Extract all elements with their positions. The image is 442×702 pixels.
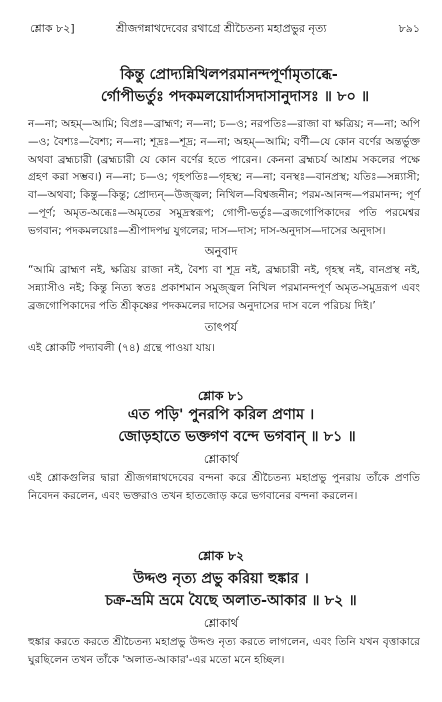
purport-paragraph: এই শ্লোকটি পদ্যাবলী (৭৪) গ্রন্থে পাওয়া যায়। — [28, 342, 216, 354]
verse-82-line-2: চক্র-ভ্রমি ভ্রমে যৈছে অলাত-আকার ॥ ৮২ ॥ — [105, 593, 357, 609]
verse-81-line-1: এত পড়ি' পুনরপি করিল প্রণাম । — [127, 407, 315, 423]
header-chapter-title: শ্রীজগন্নাথদেবের রথাগ্রে শ্রীচৈতন্য মহাপ্রভুর নৃত্য — [116, 22, 327, 35]
verse-82-number: শ্লোক ৮২ — [197, 548, 245, 563]
running-header — [30, 20, 420, 36]
translation-heading: অনুবাদ — [204, 244, 238, 258]
verse-81-meaning-heading: শ্লোকার্থ — [203, 452, 239, 466]
synonyms-paragraph: ন—না; অহম্—আমি; বিপ্রঃ—ব্রাহ্মণ; ন—না; চ—ও; নরপতিঃ—রাজা বা ক্ষত্রিয়; ন—না; অপি—ও; বৈশ্যঃ—বৈশ্য; ন—না; শূদ্রঃ—শূদ্র; ন—না; অহম্—আমি; বর্ণী—যে কোন বর্ণের অন্তর্ভুক্ত অথবা ব্রহ্মচারী (ব্রহ্মচারী যে কোন বর্ণের হতে পারেন। কেননা ব্রহ্মচর্য আশ্রম সকলের পক্ষে গ্রহণ করা সম্ভব।) ন—না; চ—ও; গৃহপতিঃ—গৃহস্থ; ন—না; বনস্থঃ—বানপ্রস্থ; যতিঃ—সন্ন্যাসী; বা—অথবা; কিন্তু—কিন্তু; প্রোদ্যন্—উজ্জ্বল; নিখিল—বিশ্বজনীন; পরম-আনন্দ—পরমানন্দ; পূর্ণ—পূর্ণ; অমৃত-অব্ধেঃ—অমৃতের সমুদ্রস্বরূপ; গোপী-ভর্তুঃ—ব্রজগোপিকাদের পতি পরমেশ্বর ভগবান; পদকমলয়োঃ—শ্রীপাদপদ্ম যুগলের; দাস—দাস; দাস-অনুদাস—দাসের অনুদাস। — [28, 118, 420, 237]
verse-82-meaning-heading: শ্লোকার্থ — [203, 616, 239, 630]
verse-82-line-1: উদ্দণ্ড নৃত্য প্রভু করিয়া হুঙ্কার । — [133, 571, 309, 587]
verse-80-line-2: র্গোপীভর্তুঃ পদকমলয়োর্দাসদাসানুদাসঃ ॥ ৮০ ॥ — [100, 89, 370, 105]
header-verse-ref: শ্লোক ৮২] — [30, 22, 75, 35]
purport-heading: তাৎপর্য — [204, 320, 238, 334]
verse-80-line-1: কিন্তু প্রোদ্যন্নিখিলপরমানন্দপূর্ণামৃতাব্ধে- — [120, 67, 338, 83]
verse-81-number: শ্লোক ৮১ — [197, 388, 245, 403]
translation-paragraph: “আমি ব্রাহ্মণ নই, ক্ষত্রিয় রাজা নই, বৈশ্য বা শূদ্র নই, ব্রহ্মচারী নই, গৃহস্থ নই, বানপ্রস্থ নই, সন্ন্যাসীও নই; কিন্তু নিত্য স্বতঃ প্রকাশমান সমুজ্জ্বল নিখিল পরমানন্দপূর্ণ অমৃত-সমুদ্ররূপ এবং ব্রজগোপিকাদের পতি শ্রীকৃষ্ণের পদকমলের দাসের অনুদাসের দাস বলে পরিচয় দিই।’ — [28, 264, 420, 312]
verse-81-meaning: এই শ্লোকগুলির দ্বারা শ্রীজগন্নাথদেবের বন্দনা করে শ্রীচৈতন্য মহাপ্রভু পুনরায় তাঁকে প্রণতি নিবেদন করলেন, এবং ভক্তরাও তখন হাতজোড় করে ভগবানের বন্দনা করলেন। — [28, 472, 420, 502]
verse-81-line-2: জোড়হাতে ভক্তগণ বন্দে ভগবান্ ॥ ৮১ ॥ — [118, 429, 356, 445]
page-number: ৮৯১ — [398, 22, 420, 35]
verse-82-meaning: হুঙ্কার করতে করতে শ্রীচৈতন্য মহাপ্রভু উদ্দণ্ড নৃত্য করতে লাগলেন, এবং তিনি যখন বৃত্তাকারে ঘুরছিলেন তখন তাঁকে 'অলাত-আকার'-এর মতো মনে হচ্ছিল। — [28, 636, 420, 666]
